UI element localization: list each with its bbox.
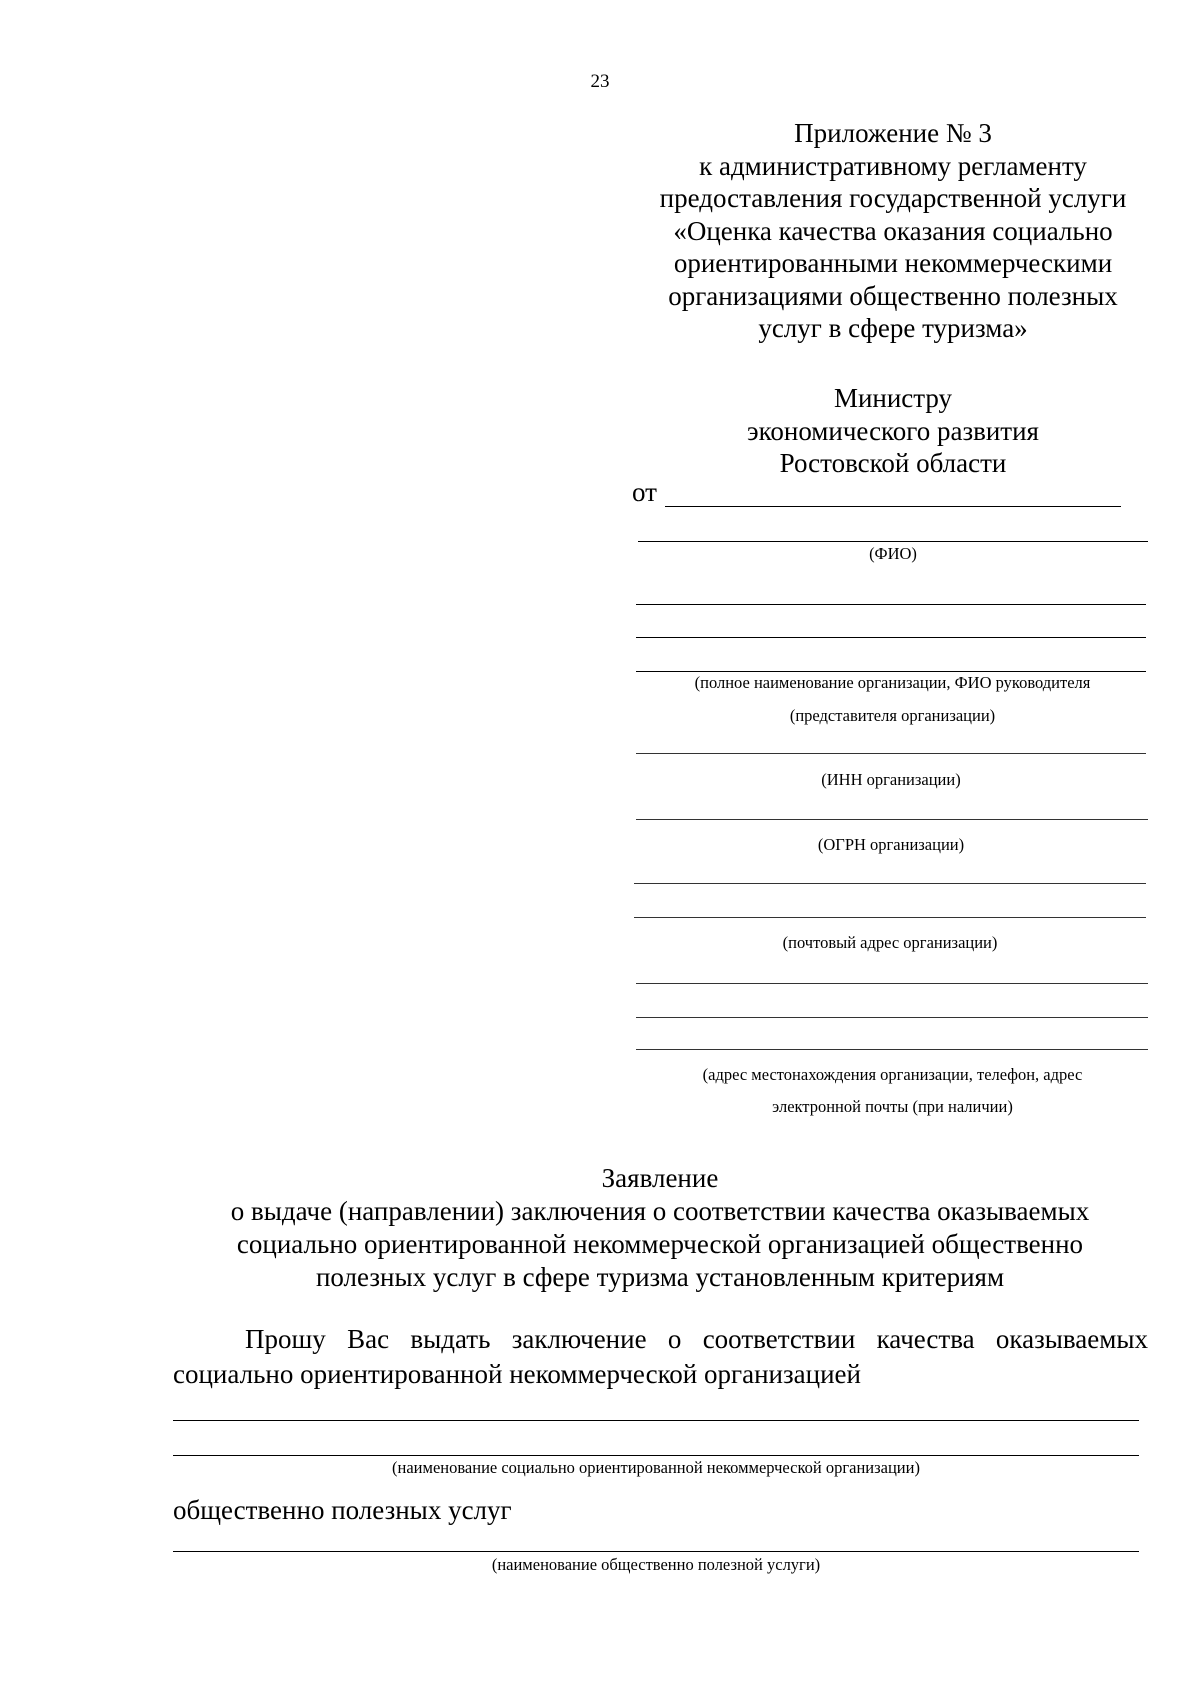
ogrn-field-line[interactable] bbox=[636, 819, 1148, 820]
postal-caption: (почтовый адрес организации) bbox=[782, 933, 998, 952]
ogrn-caption: (ОГРН организации) bbox=[817, 835, 965, 854]
appendix-line: организациями общественно полезных bbox=[668, 280, 1118, 311]
appendix-line: к административному регламенту bbox=[699, 150, 1087, 181]
appendix-line: Приложение № 3 bbox=[794, 118, 992, 148]
recipient-block bbox=[628, 382, 1158, 480]
service-field-line[interactable] bbox=[173, 1551, 1139, 1552]
appendix-line: услуг в сфере туризма» bbox=[758, 313, 1028, 343]
org-field-line[interactable] bbox=[636, 604, 1146, 605]
org-caption: (полное наименование организации, ФИО руководителя bbox=[694, 673, 1091, 692]
org-field-line[interactable] bbox=[636, 671, 1146, 672]
inn-field-line[interactable] bbox=[636, 753, 1146, 754]
from-field-line[interactable] bbox=[665, 506, 1121, 507]
inn-caption: (ИНН организации) bbox=[821, 770, 961, 789]
request-paragraph bbox=[173, 1322, 1148, 1392]
appendix-line: ориентированными некоммерческими bbox=[673, 248, 1113, 278]
nco-field-line[interactable] bbox=[173, 1420, 1139, 1421]
fio-caption: (ФИО) bbox=[869, 544, 917, 563]
service-caption: (наименование общественно полезной услуги) bbox=[491, 1555, 821, 1574]
statement-heading bbox=[170, 1162, 1150, 1294]
statement-line: социально ориентированной некоммерческой организацией общественно bbox=[236, 1229, 1084, 1259]
appendix-line: предоставления государственной услуги bbox=[659, 183, 1127, 213]
statement-line: о выдаче (направлении) заключения о соответствии качества оказываемых bbox=[230, 1196, 1090, 1226]
statement-line: полезных услуг в сфере туризма установленным критериям bbox=[315, 1262, 1005, 1292]
statement-title: Заявление bbox=[601, 1163, 719, 1193]
location-field-line[interactable] bbox=[636, 1049, 1148, 1050]
location-caption: (адрес местонахождения организации, телефон, адрес bbox=[702, 1065, 1083, 1084]
fio-field-line[interactable] bbox=[638, 541, 1148, 542]
recipient-line: экономического развития bbox=[747, 415, 1039, 446]
location-field-line[interactable] bbox=[636, 1017, 1148, 1018]
nco-field-line[interactable] bbox=[173, 1455, 1139, 1456]
location-caption: электронной почты (при наличии) bbox=[772, 1097, 1013, 1116]
appendix-heading bbox=[628, 117, 1158, 345]
org-field-line[interactable] bbox=[636, 637, 1146, 638]
recipient-line: Ростовской области bbox=[779, 448, 1007, 478]
location-field-line[interactable] bbox=[636, 983, 1148, 984]
from-label: от bbox=[632, 477, 657, 507]
page-number: 23 bbox=[590, 71, 610, 92]
org-caption: (представителя организации) bbox=[789, 706, 996, 725]
recipient-line: Министру bbox=[833, 383, 953, 413]
nco-caption: (наименование социально ориентированной некоммерческой организации) bbox=[392, 1458, 920, 1477]
request-line: социально ориентированной некоммерческой организацией bbox=[173, 1359, 861, 1389]
postal-field-line[interactable] bbox=[634, 917, 1146, 918]
request-line: Прошу Вас выдать заключение о соответствии качества оказываемых bbox=[245, 1324, 1148, 1354]
appendix-line: «Оценка качества оказания социально bbox=[673, 215, 1113, 246]
services-label: общественно полезных услуг bbox=[173, 1495, 512, 1525]
postal-field-line[interactable] bbox=[634, 883, 1146, 884]
from-row bbox=[632, 476, 1132, 510]
